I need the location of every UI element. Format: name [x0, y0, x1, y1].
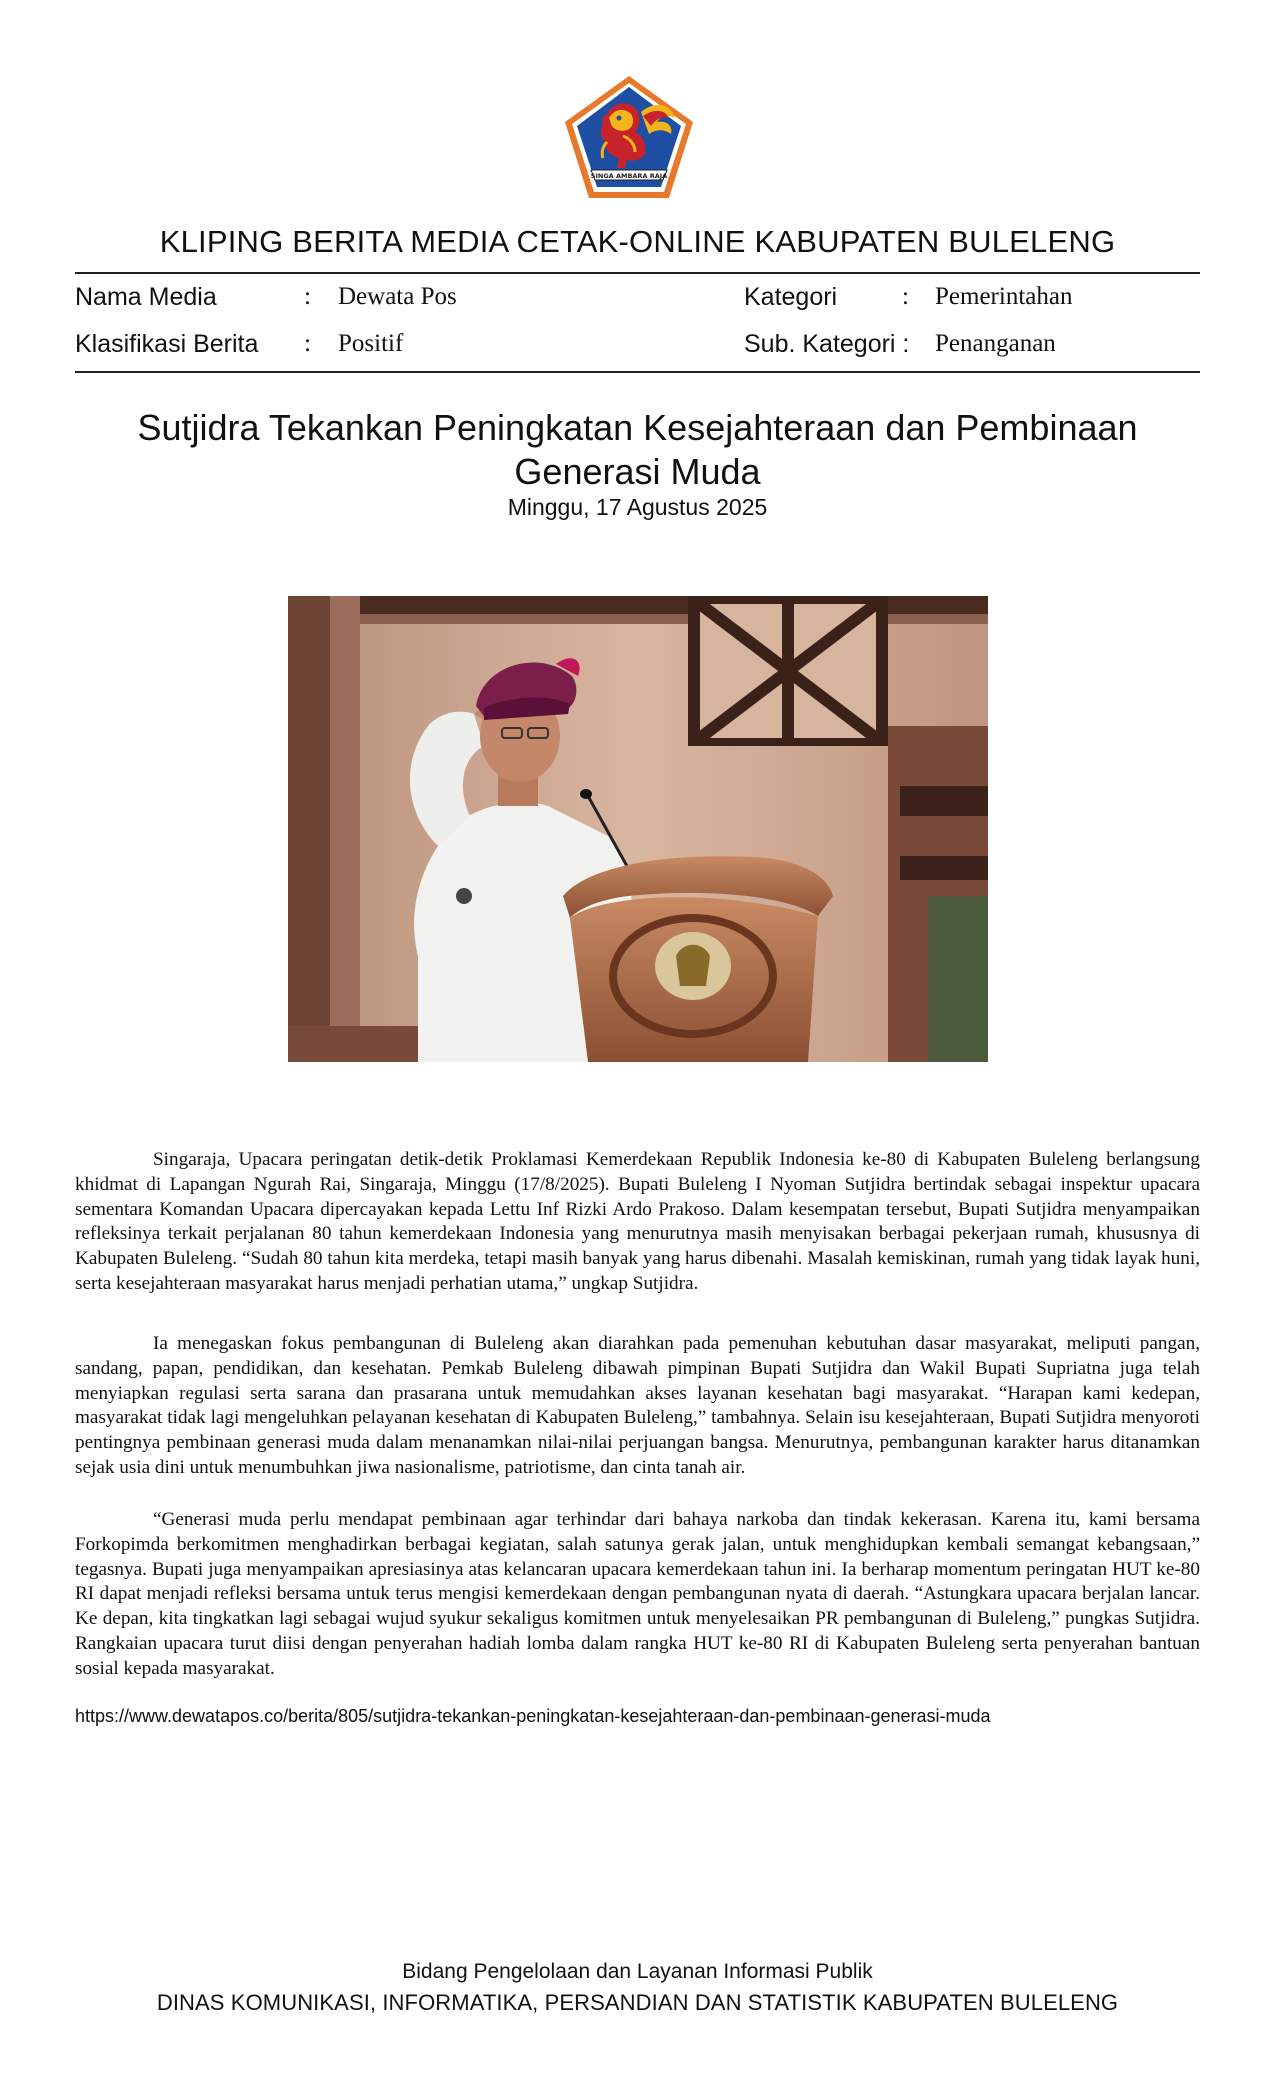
sub-kategori-label: Sub. Kategori : [744, 330, 910, 358]
article-paragraph-2: Ia menegaskan fokus pembangunan di Buleleng akan diarahkan pada pemenuhan kebutuhan dasar masyarakat, meliputi pangan, sandang, papan, pendidikan, dan kesehatan. Pemkab Buleleng dibawah pimpinan Bupati Sutjidra dan Wakil Bupati Supriatna juga telah menyiapkan regulasi serta sarana dan prasarana untuk memudahkan akses layanan kesehatan bagi masyarakat. “Harapan kami kedepan, masyarakat tidak lagi mengeluhkan pelayanan kesehatan di Kabupaten Buleleng,” tambahnya. Selain isu kesejahteraan, Bupati Sutjidra menyoroti pentingnya pembinaan generasi muda dalam menanamkan nilai-nilai perjuangan bangsa. Menurutnya, pembangunan karakter harus ditanamkan sejak usia dini untuk menumbuhkan jiwa nasionalisme, patriotisme, dan cinta tanah air. [75, 1333, 1200, 1478]
regency-crest-logo [563, 74, 695, 200]
footer-agency: DINAS KOMUNIKASI, INFORMATIKA, PERSANDIAN DAN STATISTIK KABUPATEN BULELENG [156, 1990, 1119, 2015]
klasifikasi-value: Positif [338, 330, 404, 357]
kategori-label: Kategori [744, 283, 838, 311]
article-photo [288, 596, 988, 1062]
kategori-colon: : [902, 283, 909, 310]
nama-media-label: Nama Media [75, 283, 217, 311]
klasifikasi-label: Klasifikasi Berita [75, 330, 259, 358]
nama-media-colon: : [304, 283, 311, 310]
article-paragraph-1: Singaraja, Upacara peringatan detik-detik Proklamasi Kemerdekaan Republik Indonesia ke-80 di Kabupaten Buleleng berlangsung khidmat di Lapangan Ngurah Rai, Singaraja, Minggu (17/8/2025). Bupati Buleleng I Nyoman Sutjidra bertindak sebagai inspektur upacara sementara Komandan Upacara dipercayakan kepada Lettu Inf Rizki Ardo Prakoso. Dalam kesempatan tersebut, Bupati Sutjidra menyampaikan refleksinya terkait perjalanan 80 tahun kemerdekaan Indonesia yang menurutnya masih menyisakan berbagai pekerjaan rumah, khususnya di Kabupaten Buleleng. “Sudah 80 tahun kita merdeka, tetapi masih banyak yang harus dibenahi. Masalah kemiskinan, rumah yang tidak layak huni, serta kesejahteraan masyarakat harus menjadi perhatian utama,” ungkap Sutjidra. [75, 1149, 1200, 1294]
source-url-link[interactable]: https://www.dewatapos.co/berita/805/sutjidra-tekankan-peningkatan-kesejahteraan-dan-pembinaan-generasi-muda [75, 1706, 991, 1726]
article-headline [75, 406, 1200, 494]
kategori-value: Pemerintahan [935, 283, 1073, 310]
article-date: Minggu, 17 Agustus 2025 [507, 494, 768, 520]
crest-ribbon-text: SINGA AMBARA RAJA [590, 172, 668, 180]
footer-department: Bidang Pengelolaan dan Layanan Informasi Publik [402, 1960, 873, 1983]
singa-ambara-raja-crest-icon [563, 74, 695, 200]
nama-media-value: Dewata Pos [338, 283, 457, 310]
headline-line-2: Generasi Muda [514, 451, 761, 492]
sub-kategori-value: Penanganan [935, 330, 1056, 357]
klasifikasi-colon: : [304, 330, 311, 357]
official-saluting-at-podium-photo [288, 596, 988, 1062]
header-rule-top [75, 272, 1200, 274]
article-paragraph-3: “Generasi muda perlu mendapat pembinaan agar terhindar dari bahaya narkoba dan tindak kekerasan. Karena itu, kami bersama Forkopimda berkomitmen menghadirkan berbagai kegiatan, salah satunya gerak jalan, untuk menghidupkan kembali semangat kebangsaan,” tegasnya. Bupati juga menyampaikan apresiasinya atas kelancaran upacara kemerdekaan tahun ini. Ia berharap momentum peringatan HUT ke-80 RI dapat menjadi refleksi bersama untuk terus mengisi kemerdekaan dengan pembangunan nyata di daerah. “Astungkara upacara berjalan lancar. Ke depan, kita tingkatkan lagi sebagai wujud syukur sekaligus komitmen untuk menyelesaikan PR pembangunan di Buleleng,” pungkas Sutjidra. Rangkaian upacara turut diisi dengan penyerahan hadiah lomba dalam rangka HUT ke-80 RI di Kabupaten Buleleng serta penyerahan bantuan sosial kepada masyarakat. [75, 1509, 1200, 1679]
header-rule-bottom [75, 371, 1200, 373]
clipping-title: KLIPING BERITA MEDIA CETAK-ONLINE KABUPATEN BULELENG [159, 224, 1116, 259]
headline-line-1: Sutjidra Tekankan Peningkatan Kesejahteraan dan Pembinaan [137, 407, 1138, 448]
